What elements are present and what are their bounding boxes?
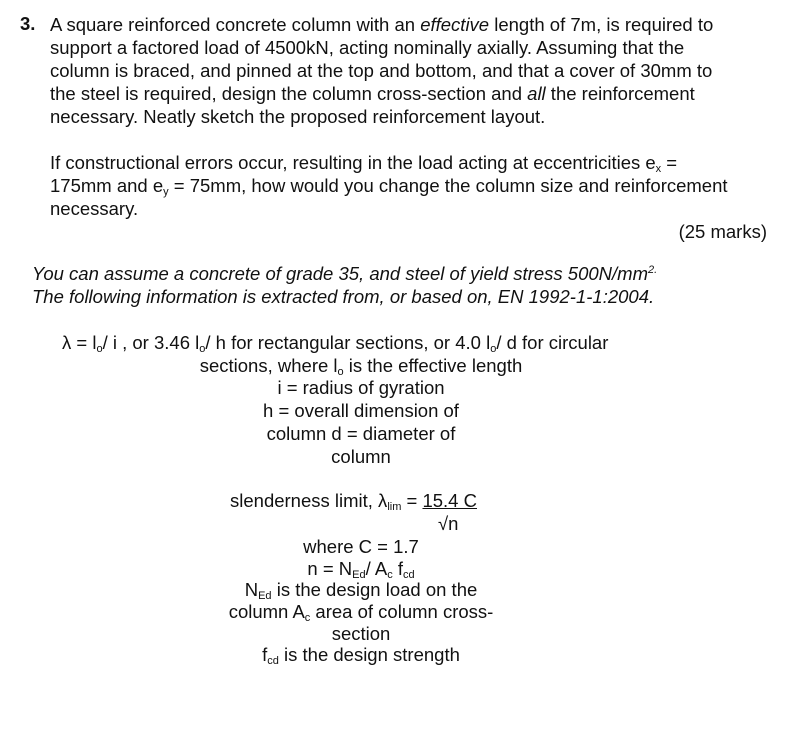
fcd-line: $f_{cd}$ is the design strength — [262, 644, 460, 667]
ned-line: $N_{Ed}$ is the design load on the — [244, 579, 478, 602]
marks: (25 marks) — [678, 221, 767, 242]
n-formula: $n = N_{Ed}/$ $A_c$ $f_{cd}$ — [307, 558, 415, 581]
question-line-3: column is braced, and pinned at the top and bottom, and that a cover of 30mm to — [50, 60, 713, 81]
eccentricity-line-3: necessary. — [50, 198, 139, 219]
question-number: 3. — [20, 13, 36, 34]
column-line: column — [331, 446, 391, 467]
question-line-5: necessary. Neatly sketch the proposed reinforcement layout. — [50, 106, 546, 127]
assumption-line-2: The following information is extracted from, or based on, EN 1992-1-1:2004. — [32, 286, 655, 307]
question-line-2: support a factored load of 4500kN, acting nominally axially. Assuming that the — [50, 37, 685, 58]
assumption-line-1: You can assume a concrete of grade 35, and steel of yield stress $500N/mm^{2.}$ — [32, 263, 658, 284]
eccentricity-line-1: If constructional errors occur, resulting in the load acting at eccentricities $e_x$ = — [50, 152, 678, 175]
slenderness-limit: slenderness limit, $\lambda_{lim} = 15.4$ C — [230, 490, 477, 513]
eccentricity-line-2: 175mm and $e_y = 75mm$, how would you change the column size and reinforcement — [50, 175, 728, 198]
question-line-4: the steel is required, design the column cross-section and all the reinforcement — [50, 83, 695, 104]
column-d-line: column d = diameter of — [266, 423, 456, 444]
h-definition-line: h = overall dimension of — [263, 400, 459, 421]
radius-line: i = radius of gyration — [277, 377, 445, 398]
section-line: section — [331, 623, 391, 644]
slenderness-denominator: √n — [438, 513, 459, 534]
sections-line: sections, where $l_o$ is the effective length — [199, 355, 523, 378]
question-line-1: A square reinforced concrete column with an effective length of 7m, is required to — [50, 14, 714, 35]
where-c-line: where C = 1.7 — [303, 536, 419, 557]
column-ac-line: column $A_c$ area of column cross- — [228, 601, 494, 624]
lambda-formula: $\lambda = l_o/$ i , or 3.46 $l_o/$ h for rectangular sections, or 4.0 $l_o/$ d for circular — [62, 332, 609, 355]
